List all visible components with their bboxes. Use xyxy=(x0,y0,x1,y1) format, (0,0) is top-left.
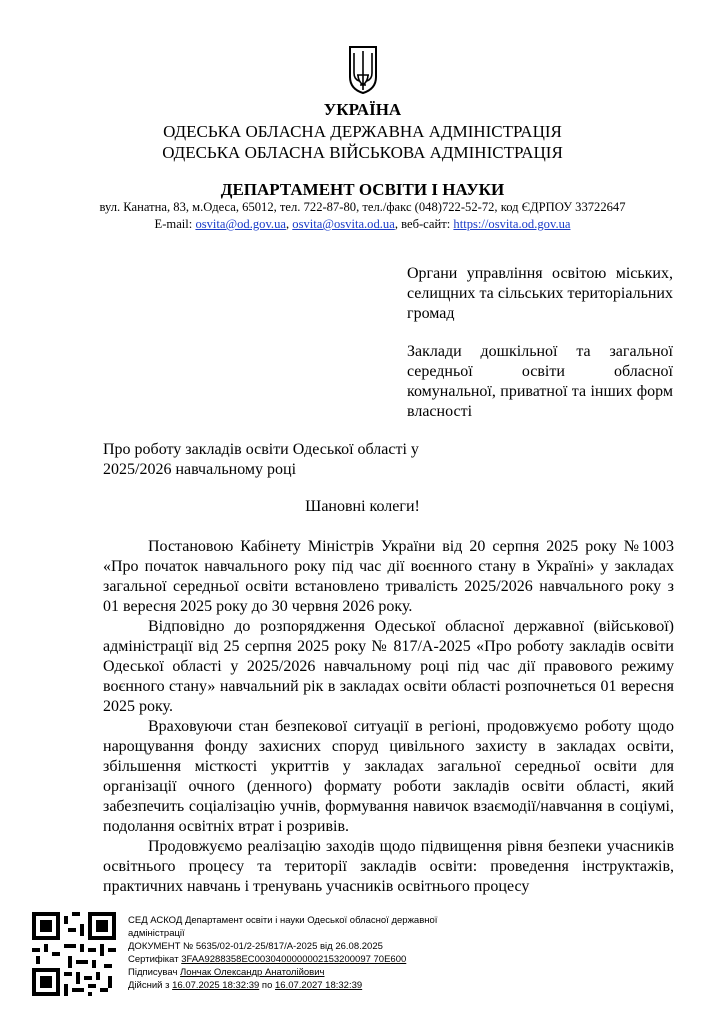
salutation: Шановні колеги! xyxy=(305,498,420,515)
signer-label: Підписувач xyxy=(128,967,181,978)
document-number: ДОКУМЕНТ № 5635/02-01/2-25/817/А-2025 від 26.08.2025 xyxy=(128,941,383,952)
certificate-label: Сертифікат xyxy=(128,954,182,965)
valid-to: 16.07.2027 18:32:39 xyxy=(275,980,363,991)
validity-line xyxy=(128,979,448,992)
digital-signature-info xyxy=(128,914,448,992)
email-label: E-mail: xyxy=(154,217,196,231)
letter-subject: Про роботу закладів освіти Одеської області у 2025/2026 навчальному році xyxy=(103,441,419,478)
admin-title-2: ОДЕСЬКА ОБЛАСНА ВІЙСЬКОВА АДМІНІСТРАЦІЯ xyxy=(162,143,563,162)
admin-title-1: ОДЕСЬКА ОБЛАСНА ДЕРЖАВНА АДМІНІСТРАЦІЯ xyxy=(163,122,562,141)
body-paragraph: Враховуючи стан безпекової ситуації в регіоні, продовжуємо роботу щодо нарощування фонду захисних споруд цивільного захисту в закладах освіти, збільшення місткості укриттів у закладах загальної середньої освіти для організації очного (денного) формату роботи закладів освіти області, який забезпечить соціалізацію учнів, формування навичок взаємодії/навчання в соціумі, подолання освітніх втрат і розривів. xyxy=(103,718,674,835)
email-separator: , xyxy=(285,217,293,231)
addressee-block-1: Органи управління освітою міських, селищних та сільських територіальних громад xyxy=(407,265,673,322)
sed-line-1: СЕД АСКОД Департамент освіти і науки Одеської обласної державної xyxy=(128,915,438,926)
certificate-value: 3FAA9288358EC0030400000002153200097 70E600 xyxy=(181,954,407,965)
department-title: ДЕПАРТАМЕНТ ОСВІТИ І НАУКИ xyxy=(220,180,505,199)
valid-to-label: по xyxy=(259,980,275,991)
country-title: УКРАЇНА xyxy=(323,100,402,119)
website-link[interactable]: https://osvita.od.gov.ua xyxy=(453,217,571,231)
website-label: , веб-сайт: xyxy=(394,217,454,231)
letter-body xyxy=(103,537,674,897)
coat-of-arms-icon xyxy=(348,45,378,95)
body-paragraph: Постановою Кабінету Міністрів України від 20 серпня 2025 року №1003 «Про початок навчального року під час дії воєнного стану в Україні» у закладах загальної середньої освіти встановлено тривалість 2025/2026 навчального року з 01 вересня 2025 року до 30 червня 2026 року. xyxy=(103,538,674,615)
signer-line xyxy=(128,966,448,979)
valid-label: Дійсний з xyxy=(128,980,173,991)
signer-name: Лончак Олександр Анатолійович xyxy=(180,967,325,978)
addressee-block-2: Заклади дошкільної та загальної середньої освіти обласної комунальної, приватної та інших форм власності xyxy=(407,343,673,420)
body-paragraph: Відповідно до розпорядження Одеської обласної державної (військової) адміністрації від 25 серпня 2025 року № 817/А-2025 «Про роботу закладів освіти Одеської області у 2025/2026 навчальному році під час дії правового режиму воєнного стану» навчальний рік в закладах освіти області розпочнеться 01 вересня 2025 року. xyxy=(103,618,674,715)
body-paragraph: Продовжуємо реалізацію заходів щодо підвищення рівня безпеки учасників освітнього процесу та території закладів освіти: проведення інструктажів, практичних навчань і тренувань учасників освітнього процесу xyxy=(103,838,674,895)
valid-from: 16.07.2025 18:32:39 xyxy=(172,980,260,991)
contact-line xyxy=(0,216,725,232)
certificate-line xyxy=(128,953,448,966)
email-link-1[interactable]: osvita@od.gov.ua xyxy=(195,217,286,231)
department-address: вул. Канатна, 83, м.Одеса, 65012, тел. 722-87-80, тел./факс (048)722-52-72, код ЄДРПОУ 33722647 xyxy=(99,200,626,214)
email-link-2[interactable]: osvita@osvita.od.ua xyxy=(292,217,395,231)
qr-code-icon[interactable] xyxy=(32,912,116,996)
sed-line-2: адміністрації xyxy=(128,928,185,939)
